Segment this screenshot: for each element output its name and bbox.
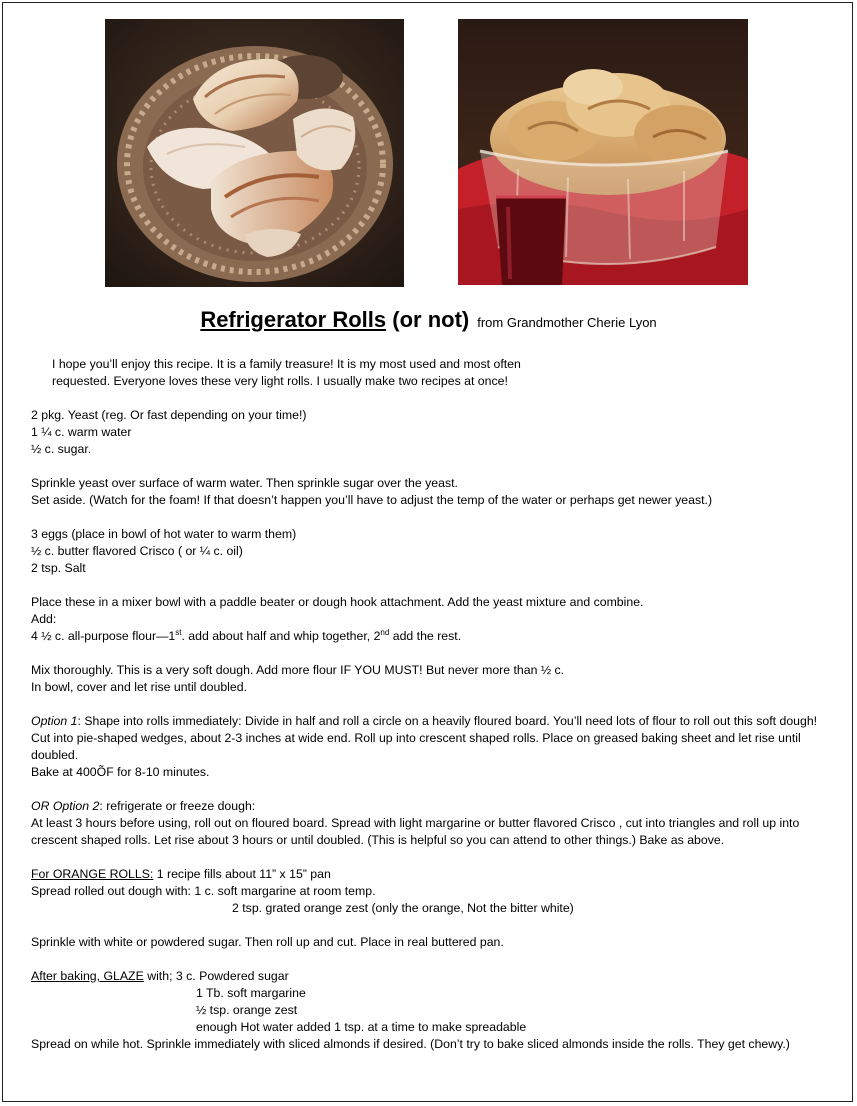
recipe-title-suffix: (or not): [386, 307, 470, 332]
instruction-line: In bowl, cover and let rise until doubled.: [31, 680, 248, 694]
glaze-label: After baking, GLAZE: [31, 969, 144, 983]
glaze-heading: After baking, GLAZE with; 3 c. Powdered sugar: [31, 969, 289, 983]
ingredient-line: 1 Tb. soft margarine: [196, 986, 306, 1000]
instruction-line: Spread rolled out dough with: 1 c. soft margarine at room temp.: [31, 884, 376, 898]
option-2-paragraph: At least 3 hours before using, roll out on floured board. Spread with light margarine or butter flavored Crisco , cut into triangles and roll up into crescent shaped rolls. Let rise about 3 hours or until doubled. (This is helpful so you can attend to other things.) Bake as above.: [31, 816, 800, 847]
add-label: Add:: [31, 612, 57, 626]
instruction-line: Sprinkle yeast over surface of warm water. Then sprinkle sugar over the yeast.: [31, 476, 458, 490]
rolls-basket-photo: [105, 19, 404, 287]
recipe-attribution: from Grandmother Cherie Lyon: [477, 315, 657, 330]
flour-line: 4 ½ c. all-purpose flour—1st. add about half and whip together, 2nd add the rest.: [31, 627, 462, 643]
rolls-bowl-photo: [458, 19, 748, 285]
option-2-heading: OR Option 2: refrigerate or freeze dough:: [31, 799, 256, 813]
option-2-label: OR Option 2: [31, 799, 100, 813]
ingredient-line: 2 tsp. grated orange zest (only the orange, Not the bitter white): [232, 901, 574, 915]
ingredient-line: 3 eggs (place in bowl of hot water to warm them): [31, 527, 297, 541]
ingredient-line: ½ c. butter flavored Crisco ( or ¼ c. oil): [31, 544, 243, 558]
recipe-title-row: [0, 307, 857, 333]
instruction-line: Place these in a mixer bowl with a paddle beater or dough hook attachment. Add the yeast mixture and combine.: [31, 595, 644, 609]
recipe-body: [31, 356, 836, 1053]
intro-line: I hope you’ll enjoy this recipe. It is a family treasure! It is my most used and most often: [52, 357, 521, 371]
instruction-line: Sprinkle with white or powdered sugar. Then roll up and cut. Place in real buttered pan.: [31, 935, 504, 949]
ingredient-line: 2 tsp. Salt: [31, 561, 86, 575]
ingredient-line: enough Hot water added 1 tsp. at a time to make spreadable: [196, 1020, 527, 1034]
bake-line: Bake at 400ÕF for 8-10 minutes.: [31, 765, 210, 779]
instruction-line: Set aside. (Watch for the foam! If that doesn’t happen you’ll have to adjust the temp of the water or perhaps get newer yeast.): [31, 493, 713, 507]
recipe-title: Refrigerator Rolls: [200, 307, 387, 332]
ingredient-line: ½ tsp. orange zest: [196, 1003, 298, 1017]
instruction-line: Mix thoroughly. This is a very soft dough. Add more flour IF YOU MUST! But never more than ½ c.: [31, 663, 565, 677]
orange-rolls-heading: For ORANGE ROLLS: 1 recipe fills about 11” x 15” pan: [31, 867, 331, 881]
instruction-line: Spread on while hot. Sprinkle immediately with sliced almonds if desired. (Don’t try to bake sliced almonds inside the rolls. They get chewy.): [31, 1037, 790, 1051]
ingredient-line: 2 pkg. Yeast (reg. Or fast depending on your time!): [31, 408, 307, 422]
orange-rolls-label: For ORANGE ROLLS:: [31, 867, 154, 881]
intro-line: requested. Everyone loves these very light rolls. I usually make two recipes at once!: [52, 374, 508, 388]
ingredient-line: 1 ¼ c. warm water: [31, 425, 132, 439]
ingredient-line: ½ c. sugar.: [31, 442, 92, 456]
option-1-paragraph: Option 1: Shape into rolls immediately: Divide in half and roll a circle on a heavily floured board. You’ll need lots of flour to roll out this soft dough! Cut into pie-shaped wedges, about 2-3 inches at wide end. Roll up into crescent shaped rolls. Place on greased baking sheet and let rise until doubled.: [31, 714, 818, 762]
option-1-label: Option 1: [31, 714, 78, 728]
